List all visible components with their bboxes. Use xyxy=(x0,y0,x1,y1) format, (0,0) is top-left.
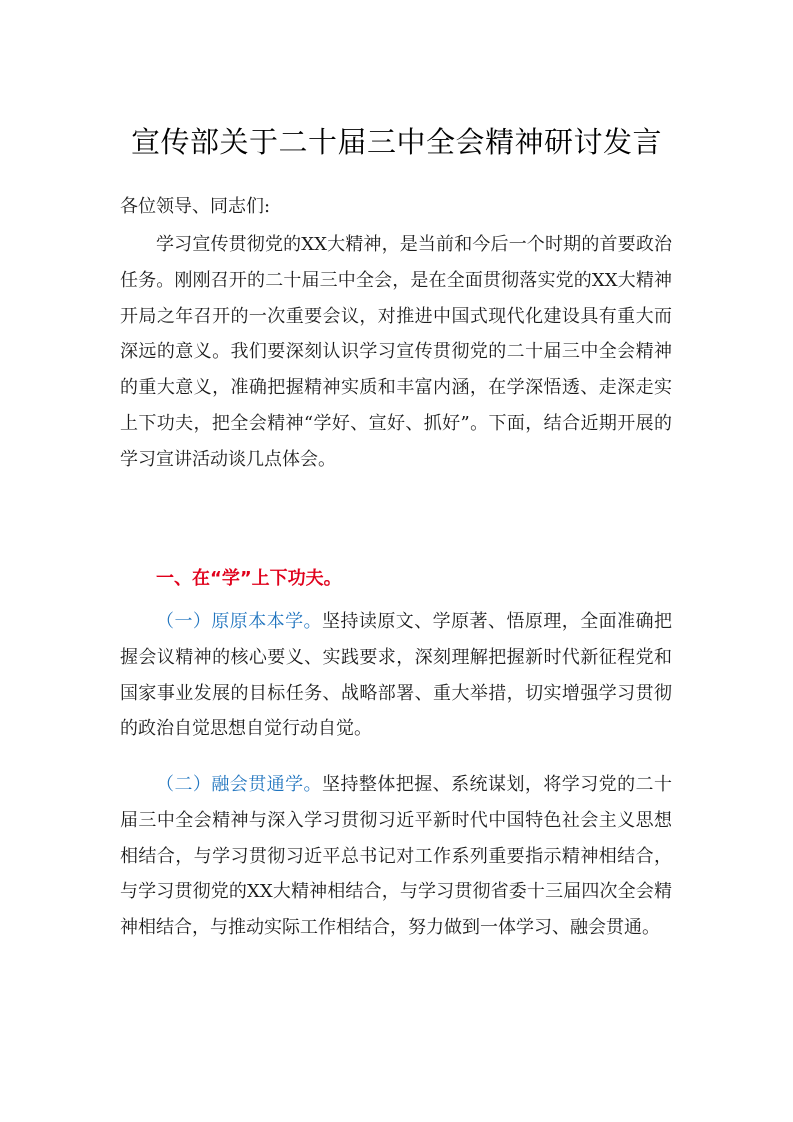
section-heading-1: 一、在“学”上下功夫。 xyxy=(156,568,342,589)
document-title: 宣传部关于二十届三中全会精神研讨发言 xyxy=(130,125,662,159)
item-text: 坚持读原文、学原著、悟原理，全面准确把握会议精神的核心要义、实践要求，深刻理解把握新时代新征程党和国家事业发展的目标任务、战略部署、重大举措，切实增强学习贯彻的政治自觉思想自觉行动自觉。 xyxy=(120,611,672,740)
item-label: （一）原原本本学。 xyxy=(156,611,322,632)
intro-paragraph: 学习宣传贯彻党的XX大精神，是当前和今后一个时期的首要政治任务。刚刚召开的二十届三中全会，是在全面贯彻落实党的XX大精神开局之年召开的一次重要会议，对推进中国式现代化建设具有重大而深远的意义。我们要深刻认识学习宣传贯彻党的二十届三中全会精神的重大意义，准确把握精神实质和丰富内涵，在学深悟透、走深走实上下功夫，把全会精神“学好、宣好、抓好”。下面，结合近期开展的学习宣讲活动谈几点体会。 xyxy=(120,234,672,470)
salutation: 各位领导、同志们: xyxy=(120,196,271,217)
item-paragraph-1 xyxy=(120,604,672,747)
item-paragraph-2 xyxy=(120,767,672,946)
item-text: 坚持整体把握、系统谋划，将学习党的二十届三中全会精神与深入学习贯彻习近平新时代中国特色社会主义思想相结合，与学习贯彻习近平总书记对工作系列重要指示精神相结合，与学习贯彻党的XX大精神相结合，与学习贯彻省委十三届四次全会精神相结合，与推动实际工作相结合，努力做到一体学习、融会贯通。 xyxy=(120,774,672,939)
item-label: （二）融会贯通学。 xyxy=(156,774,322,795)
